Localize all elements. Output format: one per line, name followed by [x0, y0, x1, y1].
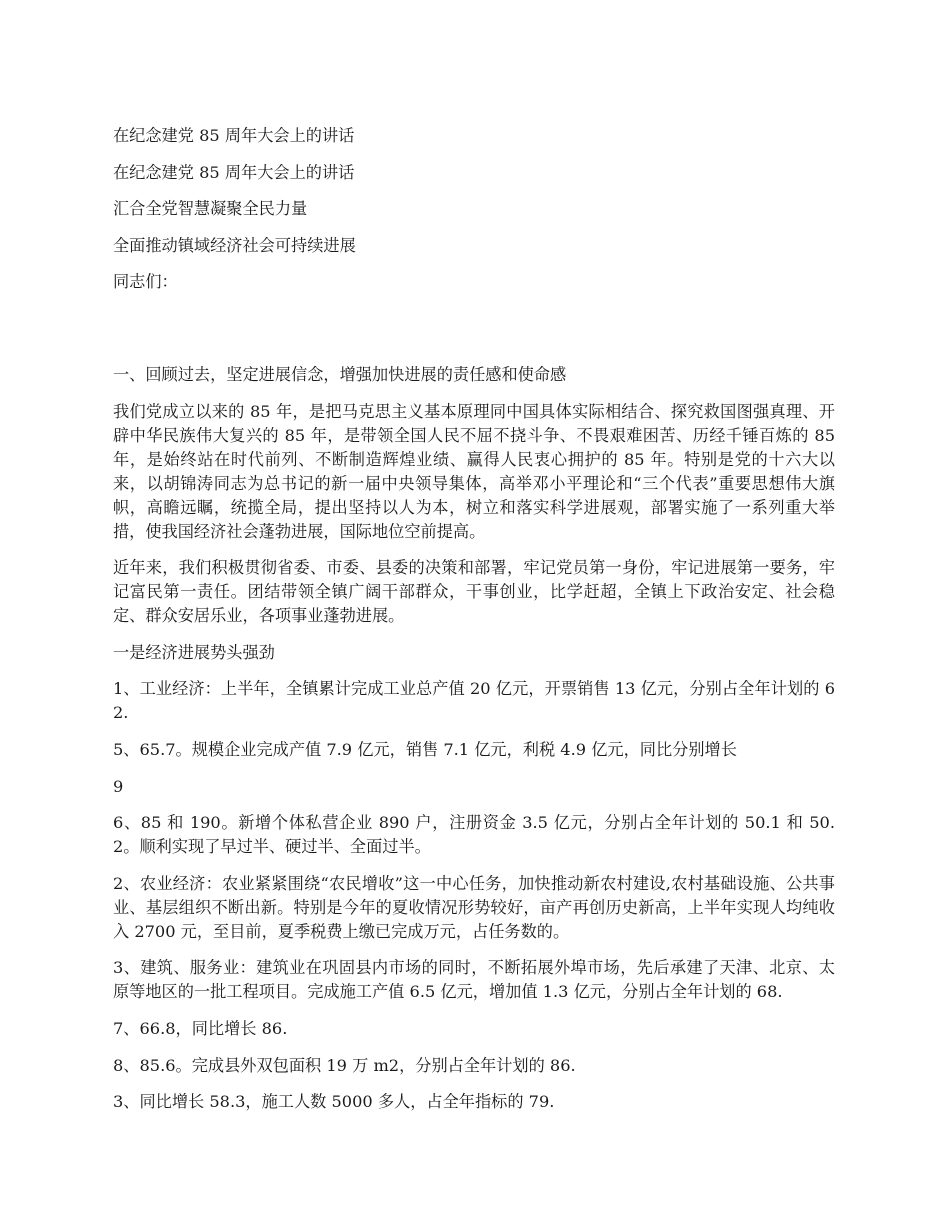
- title-line-1: 在纪念建党 85 周年大会上的讲话: [113, 126, 355, 145]
- paragraph-private-enterprises: 6、85 和 190。新增个体私营企业 890 户，注册资金 3.5 亿元，分别占全年计划的 50.1 和 50.2。顺利实现了早过半、硬过半、全面过半。: [113, 813, 835, 857]
- salutation: 同志们：: [113, 272, 178, 292]
- paragraph-double-contract: 8、85.6。完成县外双包面积 19 万 m2，分别占全年计划的 86.: [113, 1055, 576, 1075]
- paragraph-history: 我们党成立以来的 85 年，是把马克思主义基本原理同中国具体实际相结合、探究救国图强真理、开辟中华民族伟大复兴的 85 年，是带领全国人民不屈不挠斗争、不畏艰难困苦、历经千锤百炼的 85 年，是始终站在时代前列、不断制造辉煌业绩、赢得人民衷心拥护的 85 年。特别是党的十六大以来，以胡锦涛同志为总书记的新一届中央领导集体，高举邓小平理论和“三个代表”重要思想伟大旗帜，高瞻远瞩，统揽全局，提出坚持以人为本，树立和落实科学进展观，部署实施了一系列重大举措，使我国经济社会蓬勃进展，国际地位空前提高。: [113, 401, 835, 541]
- paragraph-growth-86: 7、66.8，同比增长 86.: [113, 1018, 288, 1038]
- paragraph-fragment-9: 9: [113, 776, 124, 796]
- paragraph-workers: 3、同比增长 58.3，施工人数 5000 多人，占全年指标的 79.: [113, 1092, 555, 1112]
- paragraph-recent-years: 近年来，我们积极贯彻省委、市委、县委的决策和部署，牢记党员第一身份，牢记进展第一要务，牢记富民第一责任。团结带领全镇广阔干部群众，干事创业，比学赶超，全镇上下政治安定、社会稳定、群众安居乐业，各项事业蓬勃进展。: [113, 558, 835, 626]
- subsection-heading-economy: 一是经济进展势头强劲: [113, 642, 275, 662]
- paragraph-agriculture: 2、农业经济：农业紧紧围绕“农民增收”这一中心任务，加快推动新农村建设,农村基础设施、公共事业、基层组织不断出新。特别是今年的夏收情况形势较好，亩产再创历史新高，上半年实现人均纯收入 2700 元，至目前，夏季税费上缴已完成万元，占任务数的。: [113, 873, 835, 941]
- subtitle-line-1: 汇合全党智慧凝聚全民力量: [113, 199, 308, 219]
- spacer: [113, 307, 835, 363]
- paragraph-construction: 3、建筑、服务业：建筑业在巩固县内市场的同时，不断拓展外埠市场，先后承建了天津、北京、太原等地区的一批工程项目。完成施工产值 6.5 亿元，增加值 1.3 亿元，分别占全年计划的 68.: [113, 958, 835, 1002]
- paragraph-industry: 1、工业经济：上半年，全镇累计完成工业总产值 20 亿元，开票销售 13 亿元，分别占全年计划的 62.: [113, 679, 835, 723]
- document-page: [113, 124, 835, 1127]
- section-heading-1: 一、回顾过去，坚定进展信念，增强加快进展的责任感和使命感: [113, 364, 567, 384]
- subtitle-line-2: 全面推动镇域经济社会可持续进展: [113, 235, 356, 255]
- paragraph-scale-enterprises: 5、65.7。规模企业完成产值 7.9 亿元，销售 7.1 亿元，利税 4.9 亿元，同比分别增长: [113, 739, 737, 759]
- title-line-2: 在纪念建党 85 周年大会上的讲话: [113, 162, 355, 182]
